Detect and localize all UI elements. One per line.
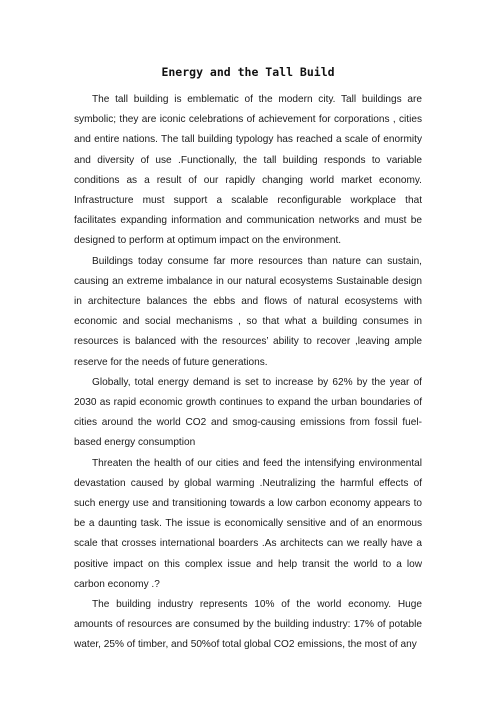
document-title: Energy and the Tall Build [161,65,335,79]
paragraph-2: Buildings today consume far more resources than nature can sustain, causing an extreme imbalance in our natural ecosystems Sustainable design in architecture balances the ebbs and flows of natural ecosystems with economic and social mechanisms , so that what a building consumes in resources is balanced with the resources’ ability to recover ,leaving ample reserve for the needs of future generations. [74,255,422,368]
document-body [74,90,422,656]
paragraph-1: The tall building is emblematic of the modern city. Tall buildings are symbolic; they are iconic celebrations of achievement for corporations , cities and entire nations. The tall building typology has reached a scale of enormity and diversity of use .Functionally, the tall building responds to variable conditions as a result of our rapidly changing world market economy. Infrastructure must support a scalable reconfigurable workplace that facilitates expanding information and communication networks and must be designed to perform at optimum impact on the environment. [74,94,422,247]
paragraph-3: Globally, total energy demand is set to increase by 62% by the year of 2030 as rapid economic growth continues to expand the urban boundaries of cities around the world CO2 and smog-causing emissions from fossil fuel-based energy consumption [74,376,422,449]
paragraph-5: The building industry represents 10% of the world economy. Huge amounts of resources are consumed by the building industry: 17% of potable water, 25% of timber, and 50%of total global CO2 emissions, the most of any [74,599,422,651]
paragraph-4: Threaten the health of our cities and feed the intensifying environmental devastation caused by global warming .Neutralizing the harmful effects of such energy use and transitioning towards a low carbon economy appears to be a daunting task. The issue is economically sensitive and of an enormous scale that crosses international boarders .As architects can we really have a positive impact on this complex issue and help transit the world to a low carbon economy .? [74,457,422,590]
